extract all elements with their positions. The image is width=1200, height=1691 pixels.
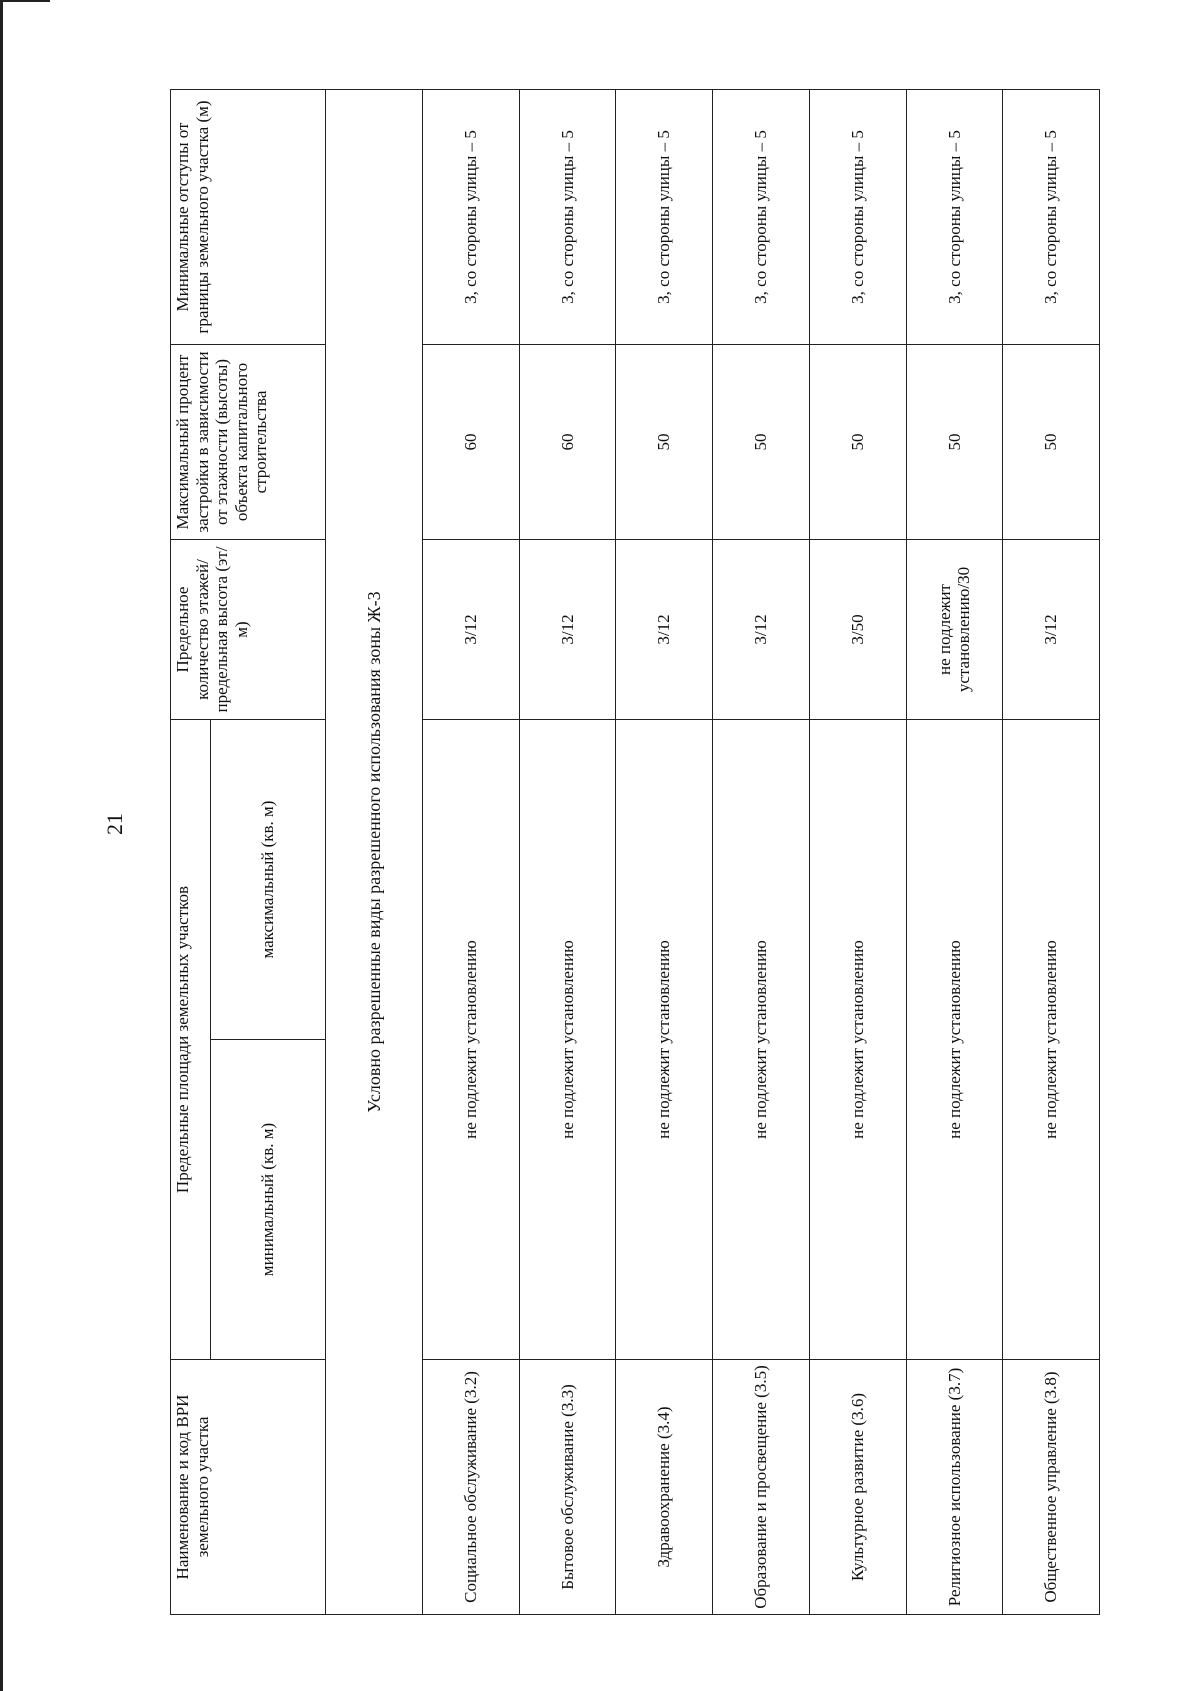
row-setbacks: 3, со стороны улицы – 5: [616, 90, 713, 345]
row-setbacks: 3, со стороны улицы – 5: [906, 90, 1003, 345]
row-percent: 50: [1003, 345, 1100, 540]
row-name: Бытовое обслуживание (3.3): [519, 1360, 616, 1615]
row-name: Социальное обслуживание (3.2): [422, 1360, 519, 1615]
table-row: [906, 90, 1003, 1615]
header-area-max: максимальный (кв. м): [211, 720, 326, 1040]
row-area: не подлежит установлению: [616, 720, 713, 1360]
row-floors: 3/50: [809, 540, 906, 720]
row-floors: 3/12: [519, 540, 616, 720]
header-name-code: Наименование и код ВРИ земельного участка: [171, 1360, 326, 1615]
row-setbacks: 3, со стороны улицы – 5: [422, 90, 519, 345]
scan-edge: [0, 0, 3, 1691]
row-area: не подлежит установлению: [906, 720, 1003, 1360]
row-area: не подлежит установлению: [519, 720, 616, 1360]
table-row: [616, 90, 713, 1615]
row-area: не подлежит установлению: [713, 720, 810, 1360]
table-row: [422, 90, 519, 1615]
table-row: [809, 90, 906, 1615]
row-name: Общественное управление (3.8): [1003, 1360, 1100, 1615]
row-name: Религиозное использование (3.7): [906, 1360, 1003, 1615]
scan-corner-mark: [0, 0, 50, 2]
row-name: Культурное развитие (3.6): [809, 1360, 906, 1615]
row-setbacks: 3, со стороны улицы – 5: [713, 90, 810, 345]
header-area-limits: Предельные площади земельных участков: [171, 720, 211, 1360]
table-row: [1003, 90, 1100, 1615]
section-title: Условно разрешенные виды разрешенного использования зоны Ж-3: [326, 90, 423, 1615]
row-name: Образование и просвещение (3.5): [713, 1360, 810, 1615]
table-row: [519, 90, 616, 1615]
row-percent: 50: [906, 345, 1003, 540]
row-percent: 60: [519, 345, 616, 540]
row-floors: 3/12: [422, 540, 519, 720]
row-floors: 3/12: [1003, 540, 1100, 720]
row-area: не подлежит установлению: [422, 720, 519, 1360]
header-floors-height: Предельное количество этажей/ предельная высота (эт/м): [171, 540, 326, 720]
row-percent: 60: [422, 345, 519, 540]
row-setbacks: 3, со стороны улицы – 5: [519, 90, 616, 345]
row-name: Здравоохранение (3.4): [616, 1360, 713, 1615]
row-area: не подлежит установлению: [809, 720, 906, 1360]
rotated-table-container: [170, 90, 1100, 1615]
row-floors: 3/12: [713, 540, 810, 720]
row-percent: 50: [616, 345, 713, 540]
row-setbacks: 3, со стороны улицы – 5: [1003, 90, 1100, 345]
page-number: 21: [102, 813, 127, 835]
header-area-min: минимальный (кв. м): [211, 1040, 326, 1360]
header-min-setbacks: Минимальные отступы от границы земельного участка (м): [171, 90, 326, 345]
table-row: [713, 90, 810, 1615]
row-percent: 50: [809, 345, 906, 540]
row-floors: 3/12: [616, 540, 713, 720]
row-floors: не подлежит установлению/30: [906, 540, 1003, 720]
header-max-percent: Максимальный процент застройки в зависимости от этажности (высоты) объекта капитального строительства: [171, 345, 326, 540]
zoning-table: [170, 89, 1100, 1615]
row-percent: 50: [713, 345, 810, 540]
row-area: не подлежит установлению: [1003, 720, 1100, 1360]
row-setbacks: 3, со стороны улицы – 5: [809, 90, 906, 345]
